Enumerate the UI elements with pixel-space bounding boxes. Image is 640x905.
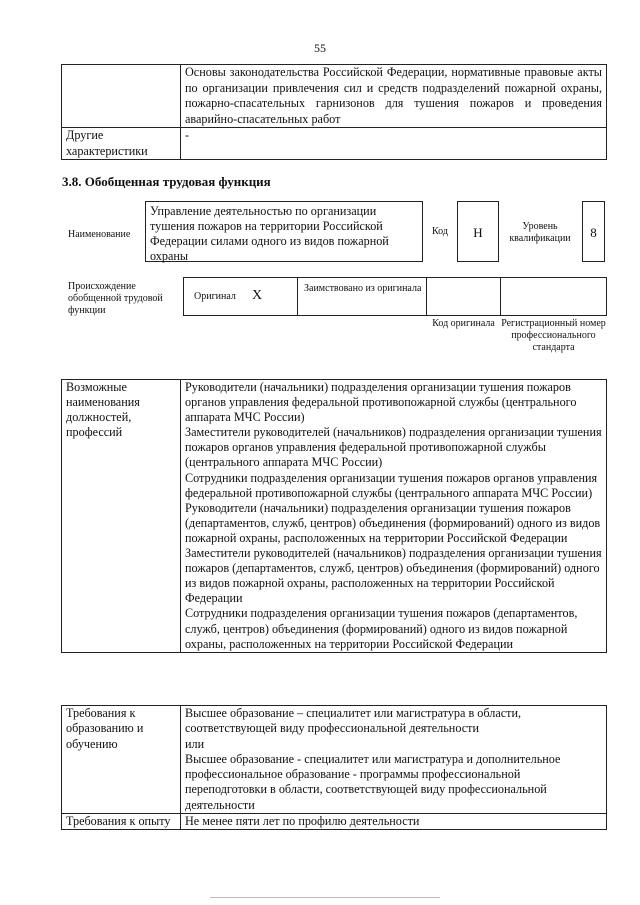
code-label: Код xyxy=(432,226,448,237)
list-item: Сотрудники подразделения организации тушения пожаров (департаментов, служб, центров) объединения (формирований) одного из видов пожарной охраны, расположенных на территории Российской Федерации xyxy=(185,606,578,651)
level-label: Уровень квалификации xyxy=(509,221,571,244)
origin-label: Происхождение обобщенной трудовой функции xyxy=(68,281,163,316)
original-cell xyxy=(183,277,298,316)
list-item: Высшее образование - специалитет или магистратура и дополнительное профессиональное образование - программы профессиональной переподготовки в области, соответствующей виду профессиональной деятельности xyxy=(185,751,561,812)
top-table xyxy=(61,64,607,160)
experience-value: Не менее пяти лет по профилю деятельности xyxy=(181,814,607,830)
registration-label: Регистрационный номер профессионального стандарта xyxy=(501,318,606,353)
table-row xyxy=(62,128,607,160)
level-value: 8 xyxy=(582,201,605,262)
borrowed-label: Заимствовано из оригинала xyxy=(304,283,422,294)
education-value xyxy=(181,706,607,814)
table-row xyxy=(62,65,607,128)
table-cell-legislation: Основы законодательства Российской Федерации, нормативные правовые акты по организации привлечения сил и средств подразделений пожарной охраны, пожарно-спасательных гарнизонов для тушения пожаров и проведения аварийно-спасательных работ xyxy=(181,65,607,128)
list-item: Руководители (начальники) подразделения организации тушения пожаров (департаментов, служб, центров) объединения (формирований) одного из видов пожарной охраны, расположенных на территории Российской Федерации xyxy=(185,500,601,545)
other-characteristics-label: Другие характеристики xyxy=(62,128,181,160)
list-item: Заместители руководителей (начальников) подразделения организации тушения пожаров органов управления федеральной противопожарной службы (центрального аппарата МЧС России) xyxy=(185,425,602,470)
original-mark: X xyxy=(252,288,263,303)
name-value: Управление деятельностью по организации тушения пожаров на территории Российской Федерации силами одного из видов пожарной охраны xyxy=(145,201,423,262)
section-title: 3.8. Обобщенная трудовая функция xyxy=(62,174,271,189)
origin-row xyxy=(183,277,607,316)
requirements-table xyxy=(61,705,607,830)
table-row xyxy=(62,706,607,814)
code-value: H xyxy=(457,201,499,262)
table-row xyxy=(62,814,607,830)
borrowed-cell xyxy=(297,277,427,316)
page-number: 55 xyxy=(314,41,326,55)
table-cell-empty xyxy=(62,65,181,128)
other-characteristics-value: - xyxy=(181,128,607,160)
registration-cell xyxy=(500,277,607,316)
original-label: Оригинал xyxy=(194,291,236,302)
positions-list xyxy=(181,380,607,653)
experience-label: Требования к опыту xyxy=(62,814,181,830)
table-row xyxy=(62,380,607,653)
list-item: или xyxy=(185,736,205,751)
list-item: Сотрудники подразделения организации тушения пожаров органов управления федеральной противопожарной службы (центрального аппарата МЧС России) xyxy=(185,470,598,500)
name-label: Наименование xyxy=(68,229,131,240)
original-code-cell xyxy=(426,277,501,316)
bottom-divider xyxy=(210,897,440,898)
positions-label: Возможные наименования должностей, профессий xyxy=(62,380,181,653)
education-label: Требования к образованию и обучению xyxy=(62,706,181,814)
positions-table xyxy=(61,379,607,653)
list-item: Руководители (начальники) подразделения организации тушения пожаров органов управления федеральной противопожарной службы (центрального аппарата МЧС России) xyxy=(185,380,577,425)
original-code-label: Код оригинала xyxy=(432,318,495,329)
list-item: Заместители руководителей (начальников) подразделения организации тушения пожаров (департаментов, служб, центров) объединения (формирований) одного из видов пожарной охраны, расположенных на территории Российской Федерации xyxy=(185,546,602,606)
list-item: Высшее образование – специалитет или магистратура в области, соответствующей виду профессиональной деятельности xyxy=(185,706,522,736)
